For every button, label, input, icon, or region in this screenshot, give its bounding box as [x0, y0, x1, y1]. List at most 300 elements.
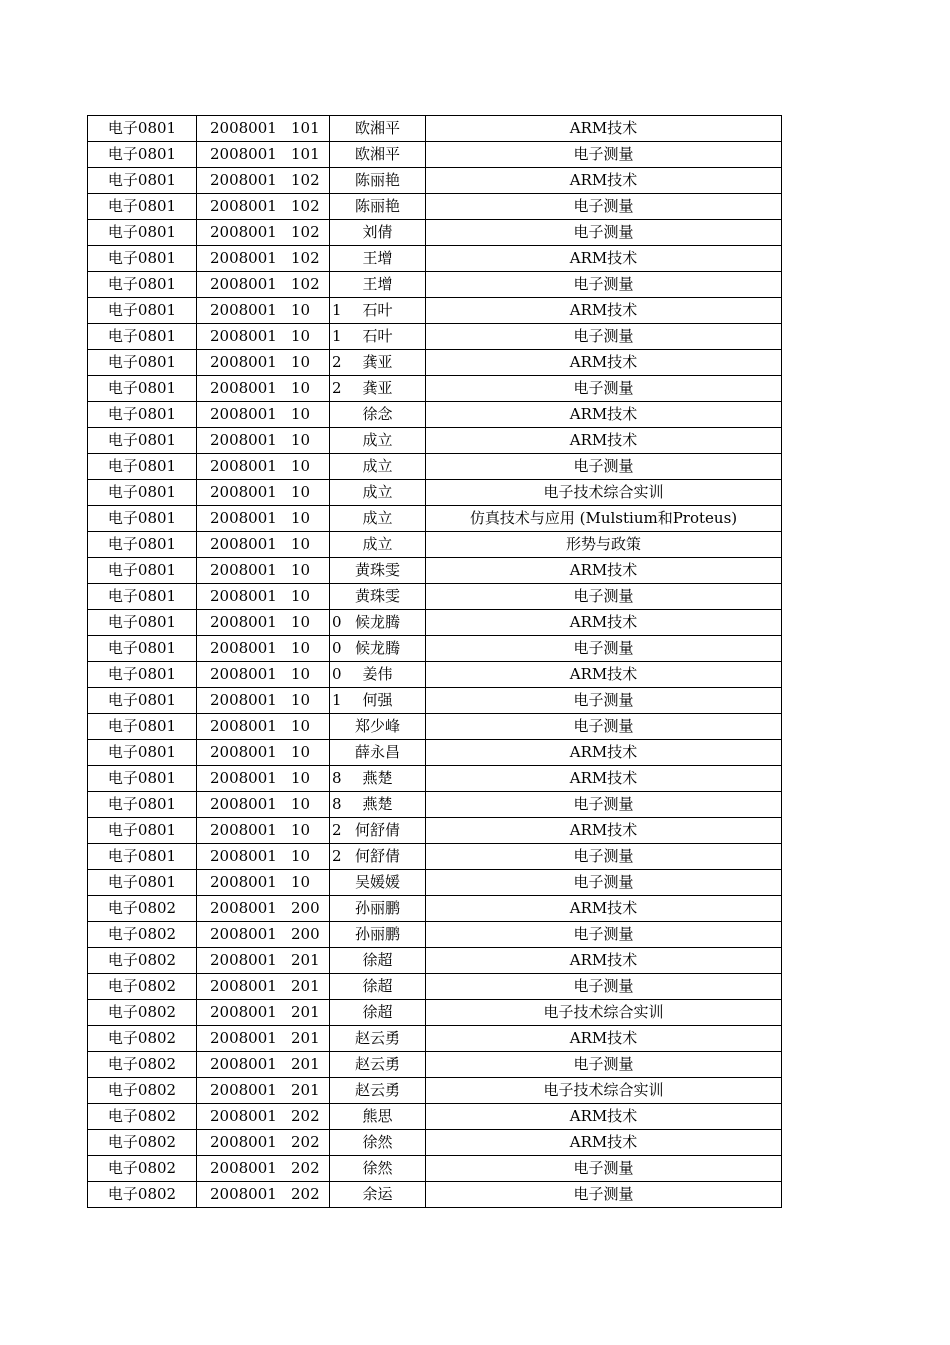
student-name-cell: 何舒倩 [330, 844, 426, 870]
student-id-suffix: 10 [291, 743, 311, 761]
course-cell: 电子测量 [426, 844, 782, 870]
student-id-prefix: 2008001 [210, 639, 277, 657]
student-name-cell: 陈丽艳 [330, 168, 426, 194]
student-id-cell [197, 844, 342, 870]
course-cell: ARM技术 [426, 428, 782, 454]
student-id-prefix: 2008001 [210, 327, 277, 345]
class-cell: 电子0801 [88, 220, 197, 246]
class-cell: 电子0802 [88, 948, 197, 974]
student-name-cell: 陈丽艳 [330, 194, 426, 220]
class-cell: 电子0801 [88, 532, 197, 558]
table-row [88, 792, 782, 818]
student-name-cell: 何舒倩 [330, 818, 426, 844]
table-row [88, 402, 782, 428]
table-row [88, 688, 782, 714]
table-row [88, 1156, 782, 1182]
student-id-prefix: 2008001 [210, 769, 277, 787]
student-name-cell: 候龙腾 [330, 636, 426, 662]
student-id-suffix: 10 [291, 509, 311, 527]
student-id-cell [197, 376, 342, 402]
class-cell: 电子0801 [88, 350, 197, 376]
student-id-prefix: 2008001 [210, 743, 277, 761]
student-name-cell: 赵云勇 [330, 1052, 426, 1078]
student-id-suffix: 10 [291, 431, 311, 449]
student-name-cell: 徐念 [330, 402, 426, 428]
course-cell: 电子测量 [426, 142, 782, 168]
course-cell: 电子测量 [426, 1052, 782, 1078]
course-cell: ARM技术 [426, 610, 782, 636]
class-cell: 电子0802 [88, 896, 197, 922]
table-row [88, 922, 782, 948]
course-cell: 电子技术综合实训 [426, 480, 782, 506]
course-cell: 电子测量 [426, 870, 782, 896]
student-id-suffix: 202 [291, 1133, 320, 1151]
student-id-suffix: 101 [291, 145, 320, 163]
student-id-cell [197, 1026, 330, 1052]
student-id-overflow-digit: 8 [332, 769, 342, 787]
class-cell: 电子0801 [88, 636, 197, 662]
student-name-cell: 赵云勇 [330, 1026, 426, 1052]
student-id-suffix: 10 [291, 483, 311, 501]
course-cell: 电子测量 [426, 1156, 782, 1182]
student-id-prefix: 2008001 [210, 1185, 277, 1203]
student-id-prefix: 2008001 [210, 119, 277, 137]
student-id-cell [197, 142, 330, 168]
student-id-suffix: 201 [291, 1029, 320, 1047]
student-id-prefix: 2008001 [210, 587, 277, 605]
course-cell: ARM技术 [426, 766, 782, 792]
student-id-suffix: 201 [291, 1081, 320, 1099]
student-name-cell: 石叶 [330, 298, 426, 324]
table-row [88, 844, 782, 870]
student-id-prefix: 2008001 [210, 691, 277, 709]
table-row [88, 506, 782, 532]
table-row [88, 610, 782, 636]
course-cell: 电子测量 [426, 454, 782, 480]
table-row [88, 662, 782, 688]
course-cell: 电子测量 [426, 974, 782, 1000]
student-id-suffix: 10 [291, 665, 311, 683]
table-row [88, 1026, 782, 1052]
class-cell: 电子0801 [88, 402, 197, 428]
class-cell: 电子0801 [88, 324, 197, 350]
class-cell: 电子0801 [88, 428, 197, 454]
course-cell: 电子技术综合实训 [426, 1000, 782, 1026]
table-row [88, 1104, 782, 1130]
student-id-prefix: 2008001 [210, 1055, 277, 1073]
student-id-cell [197, 1078, 330, 1104]
student-id-cell [197, 688, 342, 714]
course-cell: 电子技术综合实训 [426, 1078, 782, 1104]
course-cell: 电子测量 [426, 688, 782, 714]
student-id-cell [197, 194, 330, 220]
student-id-prefix: 2008001 [210, 821, 277, 839]
student-name-cell: 徐超 [330, 948, 426, 974]
student-id-cell [197, 922, 330, 948]
student-id-prefix: 2008001 [210, 145, 277, 163]
course-cell: 电子测量 [426, 636, 782, 662]
course-cell: 电子测量 [426, 220, 782, 246]
table-row [88, 194, 782, 220]
student-id-overflow-digit: 1 [332, 691, 342, 709]
table-row [88, 636, 782, 662]
student-id-suffix: 200 [291, 925, 320, 943]
class-cell: 电子0802 [88, 1182, 197, 1208]
student-name-cell: 石叶 [330, 324, 426, 350]
class-cell: 电子0801 [88, 506, 197, 532]
class-cell: 电子0801 [88, 480, 197, 506]
student-id-cell [197, 1104, 330, 1130]
class-cell: 电子0801 [88, 740, 197, 766]
student-id-cell [197, 1182, 330, 1208]
table-row [88, 428, 782, 454]
student-id-prefix: 2008001 [210, 665, 277, 683]
student-name-cell: 徐超 [330, 974, 426, 1000]
course-cell: ARM技术 [426, 1026, 782, 1052]
class-cell: 电子0801 [88, 298, 197, 324]
table-row [88, 246, 782, 272]
student-id-suffix: 201 [291, 1055, 320, 1073]
table-row [88, 740, 782, 766]
class-cell: 电子0802 [88, 1104, 197, 1130]
student-id-cell [197, 870, 330, 896]
class-cell: 电子0801 [88, 870, 197, 896]
student-id-cell [197, 116, 330, 142]
student-name-cell: 黄珠雯 [330, 584, 426, 610]
student-id-suffix: 201 [291, 977, 320, 995]
student-id-prefix: 2008001 [210, 613, 277, 631]
table-row [88, 1130, 782, 1156]
student-id-prefix: 2008001 [210, 1029, 277, 1047]
student-id-prefix: 2008001 [210, 223, 277, 241]
student-name-cell: 姜伟 [330, 662, 426, 688]
student-id-cell [197, 714, 330, 740]
student-name-cell: 成立 [330, 480, 426, 506]
student-id-cell [197, 428, 330, 454]
student-name-cell: 何强 [330, 688, 426, 714]
student-id-prefix: 2008001 [210, 1003, 277, 1021]
student-id-suffix: 202 [291, 1159, 320, 1177]
student-id-prefix: 2008001 [210, 301, 277, 319]
student-id-cell [197, 740, 330, 766]
student-id-overflow-digit: 8 [332, 795, 342, 813]
class-cell: 电子0801 [88, 194, 197, 220]
table-row [88, 766, 782, 792]
student-id-suffix: 10 [291, 821, 311, 839]
student-name-cell: 郑少峰 [330, 714, 426, 740]
student-name-cell: 徐然 [330, 1156, 426, 1182]
table-row [88, 948, 782, 974]
course-cell: ARM技术 [426, 740, 782, 766]
class-cell: 电子0801 [88, 246, 197, 272]
table-row [88, 974, 782, 1000]
class-cell: 电子0801 [88, 766, 197, 792]
student-id-cell [197, 636, 342, 662]
student-id-suffix: 102 [291, 249, 320, 267]
student-id-cell [197, 1156, 330, 1182]
table-row [88, 714, 782, 740]
student-id-cell [197, 532, 330, 558]
student-id-cell [197, 220, 330, 246]
student-id-suffix: 10 [291, 613, 311, 631]
class-cell: 电子0801 [88, 818, 197, 844]
course-cell: 电子测量 [426, 194, 782, 220]
student-id-suffix: 10 [291, 873, 311, 891]
student-id-prefix: 2008001 [210, 795, 277, 813]
student-id-prefix: 2008001 [210, 1107, 277, 1125]
student-name-cell: 徐然 [330, 1130, 426, 1156]
course-cell: 电子测量 [426, 324, 782, 350]
student-name-cell: 孙丽鹏 [330, 896, 426, 922]
student-name-cell: 刘倩 [330, 220, 426, 246]
class-cell: 电子0802 [88, 974, 197, 1000]
student-id-suffix: 10 [291, 301, 311, 319]
student-id-prefix: 2008001 [210, 717, 277, 735]
student-id-overflow-digit: 0 [332, 665, 342, 683]
student-id-suffix: 102 [291, 275, 320, 293]
student-id-prefix: 2008001 [210, 873, 277, 891]
class-cell: 电子0801 [88, 272, 197, 298]
student-id-suffix: 102 [291, 223, 320, 241]
table-row [88, 818, 782, 844]
student-id-prefix: 2008001 [210, 951, 277, 969]
student-id-cell [197, 792, 342, 818]
course-cell: ARM技术 [426, 246, 782, 272]
student-id-suffix: 10 [291, 353, 311, 371]
class-cell: 电子0802 [88, 1026, 197, 1052]
class-cell: 电子0801 [88, 714, 197, 740]
student-name-cell: 欧湘平 [330, 142, 426, 168]
student-id-suffix: 10 [291, 561, 311, 579]
student-id-prefix: 2008001 [210, 977, 277, 995]
student-id-overflow-digit: 0 [332, 639, 342, 657]
student-id-suffix: 102 [291, 171, 320, 189]
student-id-suffix: 10 [291, 769, 311, 787]
student-id-suffix: 102 [291, 197, 320, 215]
student-id-cell [197, 506, 330, 532]
student-id-prefix: 2008001 [210, 535, 277, 553]
student-name-cell: 熊思 [330, 1104, 426, 1130]
course-cell: ARM技术 [426, 948, 782, 974]
course-cell: 电子测量 [426, 1182, 782, 1208]
student-name-cell: 黄珠雯 [330, 558, 426, 584]
table-row [88, 1078, 782, 1104]
class-cell: 电子0801 [88, 662, 197, 688]
course-cell: ARM技术 [426, 116, 782, 142]
course-cell: 电子测量 [426, 584, 782, 610]
student-id-suffix: 200 [291, 899, 320, 917]
student-id-cell [197, 168, 330, 194]
student-id-suffix: 10 [291, 457, 311, 475]
student-id-prefix: 2008001 [210, 353, 277, 371]
student-name-cell: 孙丽鹏 [330, 922, 426, 948]
student-id-suffix: 10 [291, 535, 311, 553]
course-cell: ARM技术 [426, 350, 782, 376]
class-cell: 电子0801 [88, 168, 197, 194]
student-id-prefix: 2008001 [210, 1159, 277, 1177]
student-id-cell [197, 896, 330, 922]
student-id-suffix: 202 [291, 1107, 320, 1125]
student-id-cell [197, 766, 342, 792]
table-row [88, 558, 782, 584]
student-id-overflow-digit: 0 [332, 613, 342, 631]
student-id-overflow-digit: 1 [332, 301, 342, 319]
table-row [88, 584, 782, 610]
student-id-prefix: 2008001 [210, 483, 277, 501]
table-row [88, 532, 782, 558]
enrollment-table [87, 115, 782, 1208]
course-cell: 电子测量 [426, 376, 782, 402]
student-id-suffix: 10 [291, 405, 311, 423]
student-id-prefix: 2008001 [210, 925, 277, 943]
student-id-suffix: 201 [291, 951, 320, 969]
table-row [88, 1182, 782, 1208]
student-name-cell: 薛永昌 [330, 740, 426, 766]
student-id-suffix: 10 [291, 717, 311, 735]
student-id-suffix: 10 [291, 795, 311, 813]
student-name-cell: 余运 [330, 1182, 426, 1208]
student-id-cell [197, 1000, 330, 1026]
table-row [88, 298, 782, 324]
course-cell: ARM技术 [426, 298, 782, 324]
student-name-cell: 燕楚 [330, 792, 426, 818]
student-id-overflow-digit: 2 [332, 353, 342, 371]
student-id-overflow-digit: 2 [332, 821, 342, 839]
student-name-cell: 成立 [330, 428, 426, 454]
student-id-prefix: 2008001 [210, 275, 277, 293]
class-cell: 电子0802 [88, 1052, 197, 1078]
student-name-cell: 燕楚 [330, 766, 426, 792]
student-name-cell: 成立 [330, 532, 426, 558]
student-id-cell [197, 662, 342, 688]
student-id-cell [197, 402, 330, 428]
student-id-suffix: 202 [291, 1185, 320, 1203]
student-id-suffix: 10 [291, 847, 311, 865]
course-cell: ARM技术 [426, 662, 782, 688]
class-cell: 电子0801 [88, 584, 197, 610]
table-row [88, 376, 782, 402]
student-id-prefix: 2008001 [210, 379, 277, 397]
table-row [88, 142, 782, 168]
table-row [88, 116, 782, 142]
student-id-suffix: 10 [291, 639, 311, 657]
student-name-cell: 龚亚 [330, 350, 426, 376]
table-row [88, 454, 782, 480]
course-cell: ARM技术 [426, 896, 782, 922]
student-id-cell [197, 454, 330, 480]
student-name-cell: 候龙腾 [330, 610, 426, 636]
student-id-cell [197, 246, 330, 272]
student-name-cell: 王增 [330, 246, 426, 272]
student-id-prefix: 2008001 [210, 249, 277, 267]
student-id-cell [197, 610, 342, 636]
course-cell: 电子测量 [426, 922, 782, 948]
class-cell: 电子0801 [88, 142, 197, 168]
student-name-cell: 赵云勇 [330, 1078, 426, 1104]
class-cell: 电子0802 [88, 1078, 197, 1104]
student-name-cell: 徐超 [330, 1000, 426, 1026]
table-row [88, 480, 782, 506]
table-row [88, 324, 782, 350]
student-id-cell [197, 272, 330, 298]
student-id-prefix: 2008001 [210, 431, 277, 449]
student-name-cell: 王增 [330, 272, 426, 298]
table-row [88, 1000, 782, 1026]
table-row [88, 220, 782, 246]
table-row [88, 1052, 782, 1078]
student-id-cell [197, 974, 330, 1000]
student-name-cell: 吴媛媛 [330, 870, 426, 896]
class-cell: 电子0801 [88, 454, 197, 480]
class-cell: 电子0802 [88, 1000, 197, 1026]
student-id-suffix: 10 [291, 587, 311, 605]
course-cell: ARM技术 [426, 1130, 782, 1156]
student-id-overflow-digit: 2 [332, 379, 342, 397]
course-cell: ARM技术 [426, 818, 782, 844]
student-id-cell [197, 584, 330, 610]
class-cell: 电子0801 [88, 558, 197, 584]
student-id-prefix: 2008001 [210, 1133, 277, 1151]
student-id-suffix: 10 [291, 691, 311, 709]
student-id-prefix: 2008001 [210, 171, 277, 189]
student-id-cell [197, 558, 330, 584]
table-row [88, 350, 782, 376]
class-cell: 电子0802 [88, 1156, 197, 1182]
class-cell: 电子0801 [88, 376, 197, 402]
table-body [88, 116, 782, 1208]
course-cell: 仿真技术与应用 (Mulstium和Proteus) [426, 506, 782, 532]
table-row [88, 168, 782, 194]
student-name-cell: 欧湘平 [330, 116, 426, 142]
student-id-suffix: 10 [291, 327, 311, 345]
student-id-cell [197, 480, 330, 506]
course-cell: ARM技术 [426, 402, 782, 428]
class-cell: 电子0801 [88, 610, 197, 636]
class-cell: 电子0801 [88, 116, 197, 142]
student-id-suffix: 201 [291, 1003, 320, 1021]
student-id-prefix: 2008001 [210, 405, 277, 423]
student-id-prefix: 2008001 [210, 561, 277, 579]
table-row [88, 272, 782, 298]
student-id-cell [197, 350, 342, 376]
student-id-overflow-digit: 1 [332, 327, 342, 345]
student-id-cell [197, 1130, 330, 1156]
class-cell: 电子0802 [88, 922, 197, 948]
student-name-cell: 成立 [330, 454, 426, 480]
student-id-cell [197, 948, 330, 974]
class-cell: 电子0801 [88, 844, 197, 870]
course-cell: ARM技术 [426, 168, 782, 194]
course-cell: 电子测量 [426, 272, 782, 298]
class-cell: 电子0801 [88, 688, 197, 714]
student-id-prefix: 2008001 [210, 509, 277, 527]
student-name-cell: 龚亚 [330, 376, 426, 402]
class-cell: 电子0802 [88, 1130, 197, 1156]
student-id-suffix: 10 [291, 379, 311, 397]
student-name-cell: 成立 [330, 506, 426, 532]
table-row [88, 870, 782, 896]
student-id-prefix: 2008001 [210, 1081, 277, 1099]
class-cell: 电子0801 [88, 792, 197, 818]
table-row [88, 896, 782, 922]
student-id-prefix: 2008001 [210, 457, 277, 475]
student-id-prefix: 2008001 [210, 899, 277, 917]
student-id-cell [197, 1052, 330, 1078]
student-id-overflow-digit: 2 [332, 847, 342, 865]
course-cell: 形势与政策 [426, 532, 782, 558]
student-id-cell [197, 818, 342, 844]
student-id-prefix: 2008001 [210, 847, 277, 865]
